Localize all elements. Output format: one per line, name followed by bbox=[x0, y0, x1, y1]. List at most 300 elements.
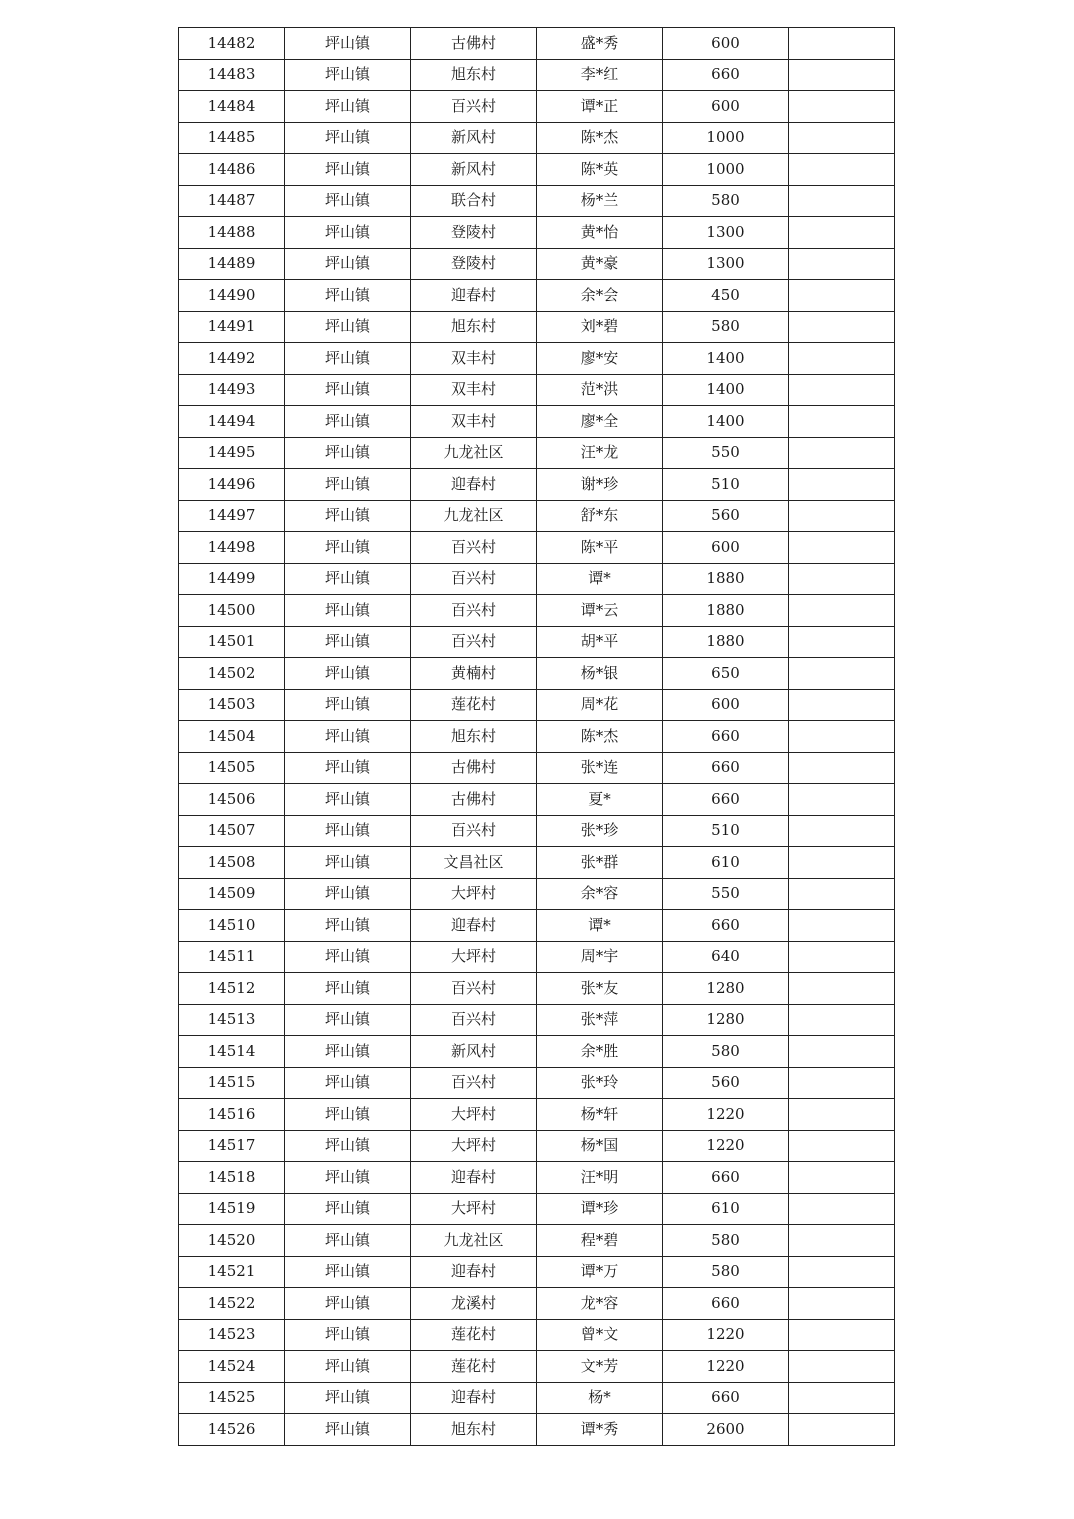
note-cell bbox=[789, 91, 895, 123]
note-cell bbox=[789, 1067, 895, 1099]
village-cell: 百兴村 bbox=[411, 1004, 537, 1036]
name-cell: 陈*杰 bbox=[537, 122, 663, 154]
name-cell: 黄*豪 bbox=[537, 248, 663, 280]
serial-number-cell: 14492 bbox=[179, 343, 285, 375]
village-cell: 莲花村 bbox=[411, 1351, 537, 1383]
name-cell: 周*宇 bbox=[537, 941, 663, 973]
town-cell: 坪山镇 bbox=[285, 1067, 411, 1099]
town-cell: 坪山镇 bbox=[285, 59, 411, 91]
data-table bbox=[178, 27, 895, 1446]
note-cell bbox=[789, 1382, 895, 1414]
amount-cell: 600 bbox=[663, 28, 789, 60]
serial-number-cell: 14521 bbox=[179, 1256, 285, 1288]
name-cell: 廖*安 bbox=[537, 343, 663, 375]
town-cell: 坪山镇 bbox=[285, 532, 411, 564]
serial-number-cell: 14494 bbox=[179, 406, 285, 438]
name-cell: 汪*龙 bbox=[537, 437, 663, 469]
note-cell bbox=[789, 311, 895, 343]
village-cell: 莲花村 bbox=[411, 689, 537, 721]
town-cell: 坪山镇 bbox=[285, 1036, 411, 1068]
serial-number-cell: 14489 bbox=[179, 248, 285, 280]
name-cell: 胡*平 bbox=[537, 626, 663, 658]
note-cell bbox=[789, 847, 895, 879]
serial-number-cell: 14503 bbox=[179, 689, 285, 721]
note-cell bbox=[789, 1004, 895, 1036]
town-cell: 坪山镇 bbox=[285, 689, 411, 721]
serial-number-cell: 14493 bbox=[179, 374, 285, 406]
village-cell: 新风村 bbox=[411, 122, 537, 154]
table-row bbox=[179, 59, 895, 91]
village-cell: 大坪村 bbox=[411, 1130, 537, 1162]
name-cell: 周*花 bbox=[537, 689, 663, 721]
serial-number-cell: 14496 bbox=[179, 469, 285, 501]
town-cell: 坪山镇 bbox=[285, 91, 411, 123]
village-cell: 古佛村 bbox=[411, 28, 537, 60]
name-cell: 杨*国 bbox=[537, 1130, 663, 1162]
village-cell: 登陵村 bbox=[411, 248, 537, 280]
table-row bbox=[179, 1382, 895, 1414]
serial-number-cell: 14490 bbox=[179, 280, 285, 312]
note-cell bbox=[789, 280, 895, 312]
table-row bbox=[179, 752, 895, 784]
town-cell: 坪山镇 bbox=[285, 1319, 411, 1351]
amount-cell: 650 bbox=[663, 658, 789, 690]
amount-cell: 660 bbox=[663, 1288, 789, 1320]
note-cell bbox=[789, 689, 895, 721]
table-row bbox=[179, 941, 895, 973]
town-cell: 坪山镇 bbox=[285, 626, 411, 658]
town-cell: 坪山镇 bbox=[285, 217, 411, 249]
town-cell: 坪山镇 bbox=[285, 185, 411, 217]
note-cell bbox=[789, 122, 895, 154]
amount-cell: 450 bbox=[663, 280, 789, 312]
town-cell: 坪山镇 bbox=[285, 280, 411, 312]
serial-number-cell: 14501 bbox=[179, 626, 285, 658]
serial-number-cell: 14509 bbox=[179, 878, 285, 910]
village-cell: 双丰村 bbox=[411, 406, 537, 438]
table-row bbox=[179, 532, 895, 564]
note-cell bbox=[789, 784, 895, 816]
town-cell: 坪山镇 bbox=[285, 1130, 411, 1162]
village-cell: 莲花村 bbox=[411, 1319, 537, 1351]
table-row bbox=[179, 1256, 895, 1288]
name-cell: 夏* bbox=[537, 784, 663, 816]
village-cell: 古佛村 bbox=[411, 784, 537, 816]
serial-number-cell: 14497 bbox=[179, 500, 285, 532]
village-cell: 旭东村 bbox=[411, 59, 537, 91]
village-cell: 九龙社区 bbox=[411, 500, 537, 532]
amount-cell: 1880 bbox=[663, 595, 789, 627]
serial-number-cell: 14483 bbox=[179, 59, 285, 91]
name-cell: 谭*正 bbox=[537, 91, 663, 123]
village-cell: 迎春村 bbox=[411, 1382, 537, 1414]
amount-cell: 1220 bbox=[663, 1130, 789, 1162]
serial-number-cell: 14514 bbox=[179, 1036, 285, 1068]
serial-number-cell: 14525 bbox=[179, 1382, 285, 1414]
amount-cell: 1300 bbox=[663, 248, 789, 280]
amount-cell: 580 bbox=[663, 1256, 789, 1288]
serial-number-cell: 14484 bbox=[179, 91, 285, 123]
table-row bbox=[179, 1162, 895, 1194]
amount-cell: 1280 bbox=[663, 973, 789, 1005]
village-cell: 龙溪村 bbox=[411, 1288, 537, 1320]
village-cell: 九龙社区 bbox=[411, 437, 537, 469]
serial-number-cell: 14500 bbox=[179, 595, 285, 627]
note-cell bbox=[789, 469, 895, 501]
table-row bbox=[179, 280, 895, 312]
amount-cell: 660 bbox=[663, 59, 789, 91]
town-cell: 坪山镇 bbox=[285, 815, 411, 847]
village-cell: 双丰村 bbox=[411, 343, 537, 375]
amount-cell: 660 bbox=[663, 1162, 789, 1194]
village-cell: 迎春村 bbox=[411, 1256, 537, 1288]
table-row bbox=[179, 1288, 895, 1320]
name-cell: 文*芳 bbox=[537, 1351, 663, 1383]
table-row bbox=[179, 910, 895, 942]
name-cell: 谭*万 bbox=[537, 1256, 663, 1288]
village-cell: 百兴村 bbox=[411, 1067, 537, 1099]
note-cell bbox=[789, 1256, 895, 1288]
amount-cell: 1880 bbox=[663, 626, 789, 658]
note-cell bbox=[789, 973, 895, 1005]
serial-number-cell: 14504 bbox=[179, 721, 285, 753]
table-row bbox=[179, 815, 895, 847]
note-cell bbox=[789, 1319, 895, 1351]
note-cell bbox=[789, 941, 895, 973]
note-cell bbox=[789, 1193, 895, 1225]
name-cell: 余*容 bbox=[537, 878, 663, 910]
amount-cell: 660 bbox=[663, 721, 789, 753]
town-cell: 坪山镇 bbox=[285, 563, 411, 595]
name-cell: 曾*文 bbox=[537, 1319, 663, 1351]
village-cell: 迎春村 bbox=[411, 910, 537, 942]
village-cell: 旭东村 bbox=[411, 1414, 537, 1446]
name-cell: 杨* bbox=[537, 1382, 663, 1414]
village-cell: 百兴村 bbox=[411, 815, 537, 847]
town-cell: 坪山镇 bbox=[285, 784, 411, 816]
amount-cell: 1220 bbox=[663, 1099, 789, 1131]
amount-cell: 1880 bbox=[663, 563, 789, 595]
name-cell: 盛*秀 bbox=[537, 28, 663, 60]
amount-cell: 660 bbox=[663, 784, 789, 816]
note-cell bbox=[789, 595, 895, 627]
name-cell: 张*萍 bbox=[537, 1004, 663, 1036]
name-cell: 杨*银 bbox=[537, 658, 663, 690]
note-cell bbox=[789, 815, 895, 847]
name-cell: 杨*轩 bbox=[537, 1099, 663, 1131]
serial-number-cell: 14513 bbox=[179, 1004, 285, 1036]
village-cell: 大坪村 bbox=[411, 878, 537, 910]
table-row bbox=[179, 784, 895, 816]
amount-cell: 1220 bbox=[663, 1319, 789, 1351]
amount-cell: 1400 bbox=[663, 406, 789, 438]
table-row bbox=[179, 469, 895, 501]
village-cell: 古佛村 bbox=[411, 752, 537, 784]
serial-number-cell: 14507 bbox=[179, 815, 285, 847]
amount-cell: 1300 bbox=[663, 217, 789, 249]
table-row bbox=[179, 374, 895, 406]
name-cell: 谭*珍 bbox=[537, 1193, 663, 1225]
village-cell: 新风村 bbox=[411, 1036, 537, 1068]
name-cell: 谢*珍 bbox=[537, 469, 663, 501]
village-cell: 双丰村 bbox=[411, 374, 537, 406]
amount-cell: 510 bbox=[663, 469, 789, 501]
note-cell bbox=[789, 1414, 895, 1446]
amount-cell: 1400 bbox=[663, 374, 789, 406]
amount-cell: 610 bbox=[663, 1193, 789, 1225]
table-row bbox=[179, 721, 895, 753]
table-row bbox=[179, 1193, 895, 1225]
note-cell bbox=[789, 721, 895, 753]
amount-cell: 1220 bbox=[663, 1351, 789, 1383]
serial-number-cell: 14499 bbox=[179, 563, 285, 595]
table-row bbox=[179, 973, 895, 1005]
table-row bbox=[179, 500, 895, 532]
name-cell: 谭* bbox=[537, 910, 663, 942]
name-cell: 刘*碧 bbox=[537, 311, 663, 343]
town-cell: 坪山镇 bbox=[285, 595, 411, 627]
village-cell: 百兴村 bbox=[411, 532, 537, 564]
name-cell: 谭*秀 bbox=[537, 1414, 663, 1446]
table-row bbox=[179, 185, 895, 217]
village-cell: 迎春村 bbox=[411, 469, 537, 501]
serial-number-cell: 14498 bbox=[179, 532, 285, 564]
village-cell: 迎春村 bbox=[411, 280, 537, 312]
amount-cell: 640 bbox=[663, 941, 789, 973]
amount-cell: 1280 bbox=[663, 1004, 789, 1036]
name-cell: 舒*东 bbox=[537, 500, 663, 532]
serial-number-cell: 14495 bbox=[179, 437, 285, 469]
serial-number-cell: 14516 bbox=[179, 1099, 285, 1131]
village-cell: 大坪村 bbox=[411, 1193, 537, 1225]
serial-number-cell: 14488 bbox=[179, 217, 285, 249]
name-cell: 张*玲 bbox=[537, 1067, 663, 1099]
table-row bbox=[179, 311, 895, 343]
amount-cell: 660 bbox=[663, 1382, 789, 1414]
table-row bbox=[179, 1225, 895, 1257]
serial-number-cell: 14520 bbox=[179, 1225, 285, 1257]
name-cell: 张*珍 bbox=[537, 815, 663, 847]
note-cell bbox=[789, 910, 895, 942]
serial-number-cell: 14522 bbox=[179, 1288, 285, 1320]
name-cell: 陈*杰 bbox=[537, 721, 663, 753]
note-cell bbox=[789, 626, 895, 658]
serial-number-cell: 14491 bbox=[179, 311, 285, 343]
table-row bbox=[179, 1319, 895, 1351]
amount-cell: 660 bbox=[663, 752, 789, 784]
town-cell: 坪山镇 bbox=[285, 1382, 411, 1414]
serial-number-cell: 14523 bbox=[179, 1319, 285, 1351]
table-body bbox=[179, 28, 895, 1446]
serial-number-cell: 14515 bbox=[179, 1067, 285, 1099]
name-cell: 余*会 bbox=[537, 280, 663, 312]
serial-number-cell: 14506 bbox=[179, 784, 285, 816]
note-cell bbox=[789, 500, 895, 532]
town-cell: 坪山镇 bbox=[285, 847, 411, 879]
name-cell: 范*洪 bbox=[537, 374, 663, 406]
serial-number-cell: 14485 bbox=[179, 122, 285, 154]
table-row bbox=[179, 1351, 895, 1383]
note-cell bbox=[789, 1351, 895, 1383]
name-cell: 程*碧 bbox=[537, 1225, 663, 1257]
village-cell: 大坪村 bbox=[411, 1099, 537, 1131]
village-cell: 大坪村 bbox=[411, 941, 537, 973]
name-cell: 张*群 bbox=[537, 847, 663, 879]
note-cell bbox=[789, 343, 895, 375]
amount-cell: 1000 bbox=[663, 154, 789, 186]
name-cell: 汪*明 bbox=[537, 1162, 663, 1194]
amount-cell: 510 bbox=[663, 815, 789, 847]
amount-cell: 600 bbox=[663, 689, 789, 721]
amount-cell: 560 bbox=[663, 1067, 789, 1099]
town-cell: 坪山镇 bbox=[285, 374, 411, 406]
note-cell bbox=[789, 185, 895, 217]
serial-number-cell: 14508 bbox=[179, 847, 285, 879]
serial-number-cell: 14526 bbox=[179, 1414, 285, 1446]
serial-number-cell: 14512 bbox=[179, 973, 285, 1005]
note-cell bbox=[789, 406, 895, 438]
town-cell: 坪山镇 bbox=[285, 1162, 411, 1194]
table-row bbox=[179, 28, 895, 60]
table-row bbox=[179, 343, 895, 375]
table-row bbox=[179, 595, 895, 627]
name-cell: 杨*兰 bbox=[537, 185, 663, 217]
table-row bbox=[179, 563, 895, 595]
note-cell bbox=[789, 1162, 895, 1194]
town-cell: 坪山镇 bbox=[285, 406, 411, 438]
amount-cell: 600 bbox=[663, 91, 789, 123]
amount-cell: 550 bbox=[663, 437, 789, 469]
amount-cell: 610 bbox=[663, 847, 789, 879]
note-cell bbox=[789, 563, 895, 595]
town-cell: 坪山镇 bbox=[285, 1193, 411, 1225]
village-cell: 百兴村 bbox=[411, 595, 537, 627]
amount-cell: 600 bbox=[663, 532, 789, 564]
town-cell: 坪山镇 bbox=[285, 910, 411, 942]
serial-number-cell: 14510 bbox=[179, 910, 285, 942]
town-cell: 坪山镇 bbox=[285, 721, 411, 753]
name-cell: 陈*平 bbox=[537, 532, 663, 564]
table-row bbox=[179, 847, 895, 879]
note-cell bbox=[789, 154, 895, 186]
serial-number-cell: 14524 bbox=[179, 1351, 285, 1383]
note-cell bbox=[789, 1225, 895, 1257]
amount-cell: 580 bbox=[663, 185, 789, 217]
note-cell bbox=[789, 59, 895, 91]
town-cell: 坪山镇 bbox=[285, 28, 411, 60]
table-row bbox=[179, 91, 895, 123]
serial-number-cell: 14511 bbox=[179, 941, 285, 973]
town-cell: 坪山镇 bbox=[285, 878, 411, 910]
amount-cell: 2600 bbox=[663, 1414, 789, 1446]
village-cell: 旭东村 bbox=[411, 721, 537, 753]
serial-number-cell: 14517 bbox=[179, 1130, 285, 1162]
table-row bbox=[179, 1036, 895, 1068]
town-cell: 坪山镇 bbox=[285, 1225, 411, 1257]
amount-cell: 1400 bbox=[663, 343, 789, 375]
amount-cell: 560 bbox=[663, 500, 789, 532]
note-cell bbox=[789, 1288, 895, 1320]
town-cell: 坪山镇 bbox=[285, 1351, 411, 1383]
amount-cell: 580 bbox=[663, 311, 789, 343]
village-cell: 迎春村 bbox=[411, 1162, 537, 1194]
table-row bbox=[179, 1130, 895, 1162]
town-cell: 坪山镇 bbox=[285, 154, 411, 186]
amount-cell: 580 bbox=[663, 1036, 789, 1068]
table-row bbox=[179, 1414, 895, 1446]
town-cell: 坪山镇 bbox=[285, 343, 411, 375]
note-cell bbox=[789, 532, 895, 564]
table-row bbox=[179, 217, 895, 249]
village-cell: 九龙社区 bbox=[411, 1225, 537, 1257]
town-cell: 坪山镇 bbox=[285, 437, 411, 469]
table-row bbox=[179, 1004, 895, 1036]
serial-number-cell: 14486 bbox=[179, 154, 285, 186]
village-cell: 登陵村 bbox=[411, 217, 537, 249]
village-cell: 文昌社区 bbox=[411, 847, 537, 879]
town-cell: 坪山镇 bbox=[285, 122, 411, 154]
note-cell bbox=[789, 878, 895, 910]
village-cell: 旭东村 bbox=[411, 311, 537, 343]
name-cell: 谭* bbox=[537, 563, 663, 595]
town-cell: 坪山镇 bbox=[285, 311, 411, 343]
village-cell: 联合村 bbox=[411, 185, 537, 217]
name-cell: 李*红 bbox=[537, 59, 663, 91]
name-cell: 张*友 bbox=[537, 973, 663, 1005]
town-cell: 坪山镇 bbox=[285, 1004, 411, 1036]
village-cell: 新风村 bbox=[411, 154, 537, 186]
serial-number-cell: 14519 bbox=[179, 1193, 285, 1225]
table-row bbox=[179, 689, 895, 721]
village-cell: 百兴村 bbox=[411, 973, 537, 1005]
amount-cell: 660 bbox=[663, 910, 789, 942]
town-cell: 坪山镇 bbox=[285, 658, 411, 690]
town-cell: 坪山镇 bbox=[285, 500, 411, 532]
note-cell bbox=[789, 374, 895, 406]
table-row bbox=[179, 626, 895, 658]
town-cell: 坪山镇 bbox=[285, 973, 411, 1005]
table-row bbox=[179, 658, 895, 690]
note-cell bbox=[789, 437, 895, 469]
serial-number-cell: 14518 bbox=[179, 1162, 285, 1194]
village-cell: 百兴村 bbox=[411, 91, 537, 123]
amount-cell: 1000 bbox=[663, 122, 789, 154]
note-cell bbox=[789, 1036, 895, 1068]
table-row bbox=[179, 154, 895, 186]
name-cell: 廖*全 bbox=[537, 406, 663, 438]
town-cell: 坪山镇 bbox=[285, 1099, 411, 1131]
town-cell: 坪山镇 bbox=[285, 248, 411, 280]
note-cell bbox=[789, 28, 895, 60]
amount-cell: 550 bbox=[663, 878, 789, 910]
name-cell: 陈*英 bbox=[537, 154, 663, 186]
table-row bbox=[179, 878, 895, 910]
name-cell: 张*连 bbox=[537, 752, 663, 784]
town-cell: 坪山镇 bbox=[285, 1288, 411, 1320]
town-cell: 坪山镇 bbox=[285, 941, 411, 973]
town-cell: 坪山镇 bbox=[285, 469, 411, 501]
table-row bbox=[179, 1067, 895, 1099]
town-cell: 坪山镇 bbox=[285, 1256, 411, 1288]
village-cell: 百兴村 bbox=[411, 626, 537, 658]
serial-number-cell: 14487 bbox=[179, 185, 285, 217]
note-cell bbox=[789, 1130, 895, 1162]
village-cell: 黄楠村 bbox=[411, 658, 537, 690]
table-row bbox=[179, 248, 895, 280]
name-cell: 龙*容 bbox=[537, 1288, 663, 1320]
note-cell bbox=[789, 658, 895, 690]
table-row bbox=[179, 437, 895, 469]
